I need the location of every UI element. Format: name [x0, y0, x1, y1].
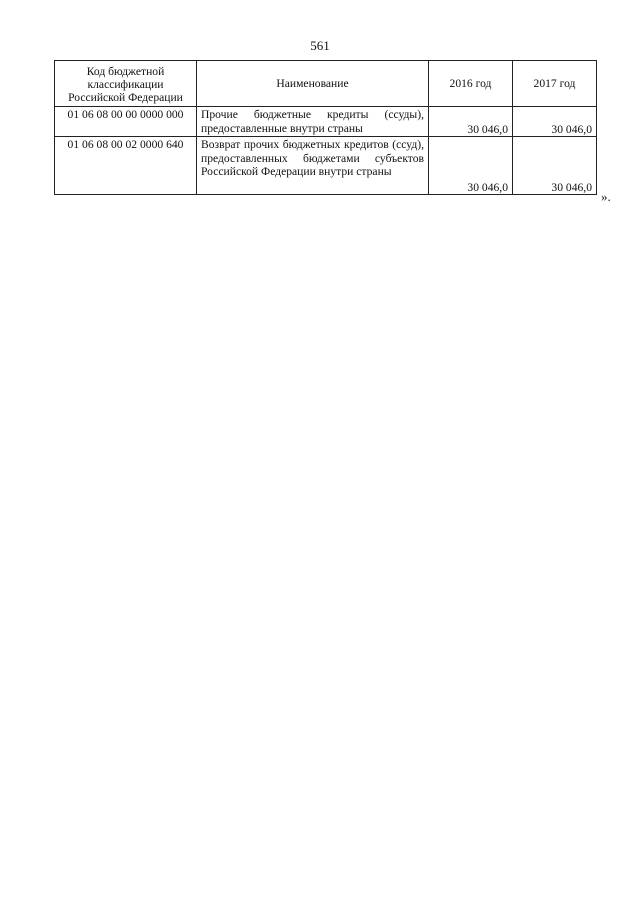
budget-table: [54, 60, 597, 195]
row-code: 01 06 08 00 02 0000 640: [55, 137, 197, 195]
row-name: Прочие бюджетные кредиты (ссуды), предоставленные внутри страны: [197, 107, 429, 137]
row-value-2017: 30 046,0: [513, 107, 597, 137]
header-year-2017: 2017 год: [513, 61, 597, 107]
page-number: 561: [310, 38, 330, 53]
header-code: Код бюджетной классификации Российской Федерации: [55, 61, 197, 107]
table-header-row: [55, 61, 597, 107]
header-year-2016: 2016 год: [429, 61, 513, 107]
table-row: [55, 137, 597, 195]
header-name: Наименование: [197, 61, 429, 107]
row-name: Возврат прочих бюджетных кредитов (ссуд), предоставленных бюджетами субъектов Российской Федерации внутри страны: [197, 137, 429, 195]
table-row: [55, 107, 597, 137]
closing-quote-mark: ».: [601, 189, 611, 204]
row-code: 01 06 08 00 00 0000 000: [55, 107, 197, 137]
row-value-2016: 30 046,0: [429, 107, 513, 137]
row-value-2017: 30 046,0: [513, 137, 597, 195]
row-value-2016: 30 046,0: [429, 137, 513, 195]
